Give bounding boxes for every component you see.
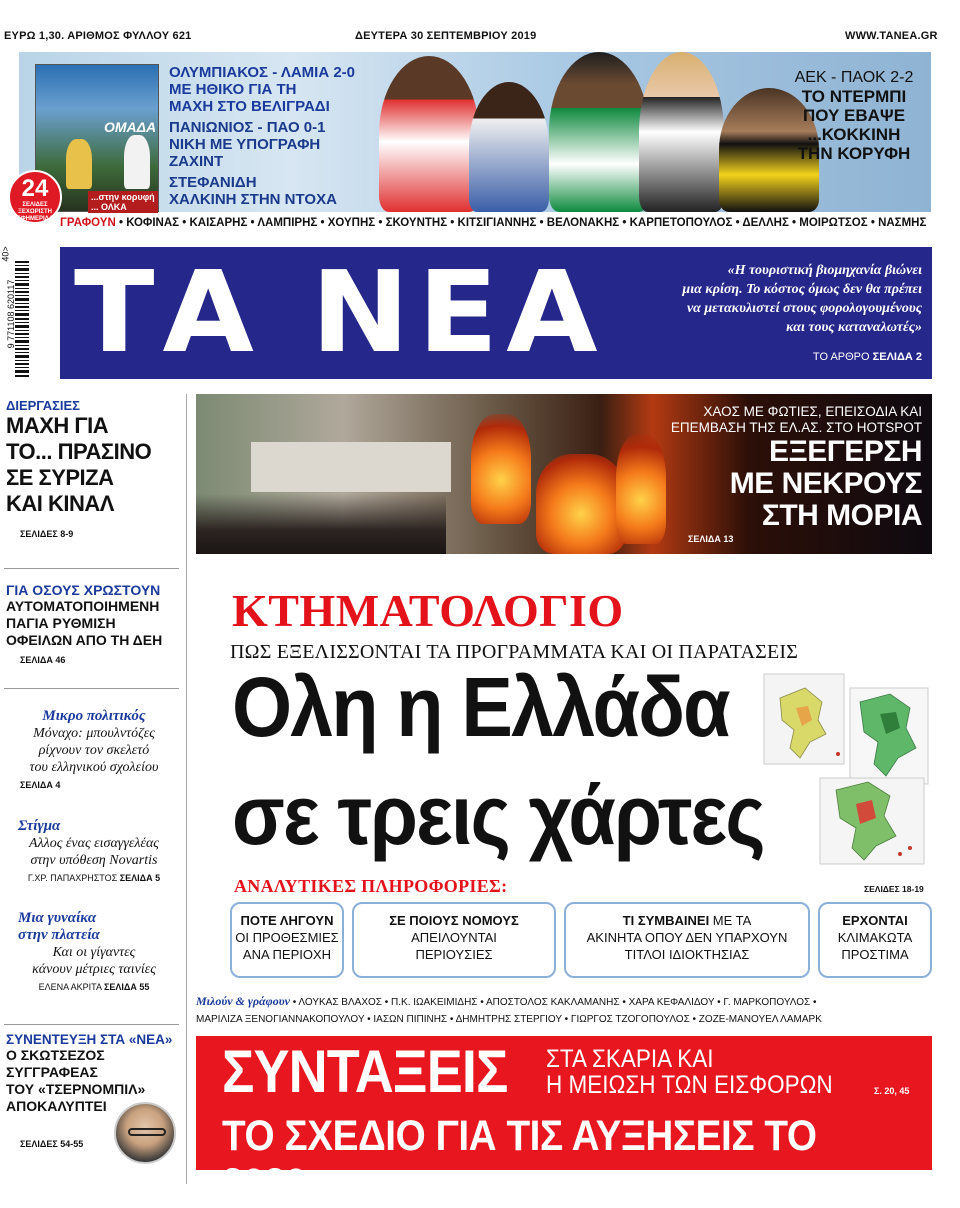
pensions-plan-headline: ΤΟ ΣΧΕΔΙΟ ΓΙΑ ΤΙΣ ΑΥΞΗΣΕΙΣ ΤΟ 2020 — [222, 1112, 817, 1208]
athlete-photo — [469, 82, 549, 212]
pensions-pages-ref: Σ. 20, 45 — [874, 1086, 910, 1096]
sports-headline[interactable]: ΠΑΝΙΩΝΙΟΣ - ΠΑΟ 0-1 ΝΙΚΗ ΜΕ ΥΠΟΓΡΑΦΗ ΖΑΧΙΝΤ — [169, 119, 326, 170]
divider — [4, 568, 179, 569]
main-headline-line-1[interactable]: Ολη η Ελλάδα — [232, 660, 729, 754]
moria-photo-story[interactable] — [196, 394, 932, 554]
olympiakos-player-photo — [379, 56, 479, 212]
barcode-digits: 9 771108 620117 — [6, 279, 16, 349]
sports-right-headline[interactable]: ΑΕΚ - ΠΑΟΚ 2-2 ΤΟ ΝΤΕΡΜΠΙ ΠΟΥ ΕΒΑΨΕ ...ΚΟΚΚΙΝΗ ΤΗΝ ΚΟΡΥΦΗ — [794, 69, 914, 163]
price-issue: ΕΥΡΩ 1,30. ΑΡΙΘΜΟΣ ΦΥΛΛΟΥ 621 — [4, 30, 192, 42]
writers-label: ΓΡΑΦΟΥΝ — [60, 217, 116, 229]
column-mia-gynaika[interactable]: Μια γυναίκα στην πλατεία Και οι γίγαντες κάνουν μέτριες ταινίες ΕΛΕΝΑ ΑΚΡΙΤΑ ΣΕΛΙΔΑ 55 — [18, 910, 156, 992]
panathinaikos-player-photo — [549, 52, 649, 212]
contributors-label: Μιλούν & γράφουν — [196, 994, 290, 1008]
info-box-prefectures[interactable]: ΣΕ ΠΟΙΟΥΣ ΝΟΜΟΥΣ ΑΠΕΙΛΟΥΝΤΑΙ ΠΕΡΙΟΥΣΙΕΣ — [352, 902, 556, 978]
contributors-line-2: ΜΑΡΙΛΙΖΑ ΞΕΝΟΓΙΑΝΝΑΚΟΠΟΥΛΟΥ • ΙΑΣΩΝ ΠΙΠΙΝΗΣ • ΔΗΜΗΤΡΗΣ ΣΤΕΡΓΙΟΥ • ΓΙΩΡΓΟΣ ΤΖΟΓΟΠΟΥΛΟΣ • ΖΟΖΕ-ΜΑΝΟΥΕΛ ΛΑΜΑΡΚ — [196, 1014, 822, 1025]
info-box-deadlines[interactable]: ΠΟΤΕ ΛΗΓΟΥΝ ΟΙ ΠΡΟΘΕΣΜΙΕΣ ΑΝΑ ΠΕΡΙΟΧΗ — [230, 902, 344, 978]
writers-list: • ΚΟΦΙΝΑΣ • ΚΑΙΣΑΡΗΣ • ΛΑΜΠΙΡΗΣ • ΧΟΥΠΗΣ • ΣΚΟΥΝΤΗΣ • ΚΙΤΣΙΓΙΑΝΝΗΣ • ΒΕΛΟΝΑΚΗΣ • ΚΑΡΠΕΤΟΠΟΥΛΟΣ • ΔΕΛΛΗΣ • ΜΟΙΡΩΤΣΟΣ • ΝΑΣΜΗΣ — [118, 217, 927, 229]
glasses-icon — [128, 1128, 166, 1136]
article-reference[interactable]: ΤΟ ΑΡΘΡΟ ΣΕΛΙΔΑ 2 — [812, 351, 922, 363]
main-kicker[interactable]: ΚΤΗΜΑΤΟΛΟΓΙΟ — [232, 585, 624, 636]
crowd-photo — [196, 494, 446, 554]
writers-bar — [60, 217, 940, 235]
moria-headline: ΧΑΟΣ ΜΕ ΦΩΤΙΕΣ, ΕΠΕΙΣΟΔΙΑ ΚΑΙ ΕΠΕΜΒΑΣΗ ΤΗΣ ΕΛ.ΑΣ. ΣΤΟ HOTSPOT ΕΞΕΓΕΡΣΗ ΜΕ ΝΕΚΡΟΥΣ ΣΤΗ ΜΟΡΙΑ — [670, 404, 922, 532]
footballer-photo — [124, 135, 150, 189]
column-divider — [186, 394, 187, 1184]
info-box-fines[interactable]: ΕΡΧΟΝΤΑΙ ΚΛΙΜΑΚΩΤΑ ΠΡΟΣΤΙΜΑ — [818, 902, 932, 978]
left-column — [0, 392, 183, 1200]
column-mikropolitikos[interactable]: Μικρο πολιτικός Μόναχο: μπουλντόζες ρίχνουν τον σκελετό του ελληνικού σχολείου ΣΕΛΙΔΑ 4 — [20, 708, 159, 790]
contributors-line-1: • ΛΟΥΚΑΣ ΒΛΑΧΟΣ • Π.Κ. ΙΩΑΚΕΙΜΙΔΗΣ • ΑΠΟΣΤΟΛΟΣ ΚΑΚΛΑΜΑΝΗΣ • ΧΑΡΑ ΚΕΦΑΛΙΔΟΥ • Γ. ΜΑΡΚΟΠΟΥΛΟΣ • — [292, 997, 817, 1008]
divider — [4, 688, 179, 689]
moria-page-ref: ΣΕΛΙΔΑ 13 — [688, 534, 734, 544]
main-subtitle: ΠΩΣ ΕΞΕΛΙΣΣΟΝΤΑΙ ΤΑ ΠΡΟΓΡΑΜΜΑΤΑ ΚΑΙ ΟΙ ΠΑΡΑΤΑΣΕΙΣ — [230, 641, 799, 663]
sports-left-headlines — [169, 64, 369, 208]
story-diergasies[interactable]: ΔΙΕΡΓΑΣΙΕΣ ΜΑΧΗ ΓΙΑ ΤΟ... ΠΡΑΣΙΝΟ ΣΕ ΣΥΡΙΖΑ ΚΑΙ ΚΙΝΑΛ ΣΕΛΙΔΕΣ 8-9 — [6, 398, 152, 539]
column-stigma[interactable]: Στίγμα Αλλος ένας εισαγγελέας στην υπόθεση Novartis Γ.ΧΡ. ΠΑΠΑΧΡΗΣΤΟΣ ΣΕΛΙΔΑ 5 — [18, 818, 161, 883]
story-dei[interactable]: ΓΙΑ ΟΣΟΥΣ ΧΡΩΣΤΟΥΝ ΑΥΤΟΜΑΤΟΠΟΙΗΜΕΝΗ ΠΑΓΙΑ ΡΥΘΜΙΣΗ ΟΦΕΙΛΩΝ ΑΠΟ ΤΗ ΔΕΗ ΣΕΛΙΔΑ 46 — [6, 582, 163, 665]
fire-photo — [471, 414, 531, 524]
issue-date: ΔΕΥΤΕΡΑ 30 ΣΕΠΤΕΜΒΡΙΟΥ 2019 — [355, 30, 537, 42]
top-strip — [0, 0, 960, 52]
pensions-sub-1: ΣΤΑ ΣΚΑΡΙΑ ΚΑΙ — [546, 1045, 714, 1073]
newspaper-logo[interactable]: ΤΑ ΝΕΑ — [74, 246, 606, 378]
detailed-info-label: ΑΝΑΛΥΤΙΚΕΣ ΠΛΗΡΟΦΟΡΙΕΣ: — [234, 876, 508, 896]
pensions-story[interactable] — [196, 1036, 932, 1208]
pensions-headline: ΣΥΝΤΑΞΕΙΣ — [222, 1038, 508, 1105]
editorial-quote[interactable]: «Η τουριστική βιομηχανία βιώνει μια κρίση. Το κόστος όμως δεν θα πρέπει να μετακυλιστεί στους φορολογουμένους και τους καταναλωτές» — [682, 263, 922, 335]
barcode-code: 40> — [0, 246, 11, 262]
sports-banner[interactable] — [19, 52, 931, 212]
masthead — [60, 247, 932, 379]
story-interview[interactable]: ΣΥΝΕΝΤΕΥΞΗ ΣΤΑ «ΝΕΑ» Ο ΣΚΩΤΣΕΖΟΣ ΣΥΓΓΡΑΦΕΑΣ ΤΟΥ «ΤΣΕΡΝΟΜΠΙΛ» ΑΠΟΚΑΛΥΠΤΕΙ ΣΕΛΙΔΕΣ 54-55 — [6, 1032, 173, 1149]
info-box-properties[interactable]: ΤΙ ΣΥΜΒΑΙΝΕΙ ΜΕ ΤΑ ΑΚΙΝΗΤΑ ΟΠΟΥ ΔΕΝ ΥΠΑΡΧΟΥΝ ΤΙΤΛΟΙ ΙΔΙΟΚΤΗΣΙΑΣ — [564, 902, 810, 978]
fire-photo — [536, 454, 626, 554]
contributors-bar — [196, 993, 932, 1028]
barcode — [0, 246, 29, 387]
sports-headline[interactable]: ΣΤΕΦΑΝΙΔΗ ΧΑΛΚΙΝΗ ΣΤΗΝ ΝΤΟΧΑ — [169, 174, 337, 208]
divider — [4, 1024, 179, 1025]
omada-insert-title: ΟΜΑΔΑ — [104, 119, 157, 135]
greece-maps-graphic[interactable] — [760, 668, 932, 868]
website-link[interactable]: WWW.TANEA.GR — [845, 30, 938, 42]
author-portrait — [114, 1102, 176, 1164]
supplement-24-pages-badge[interactable]: 24 ΣΕΛΙΔΕΣ ΞΕΧΩΡΙΣΤΗ ΕΦΗΜΕΡΙΔΑ — [8, 170, 62, 224]
sports-headline[interactable]: ΟΛΥΜΠΙΑΚΟΣ - ΛΑΜΙΑ 2-0 ΜΕ ΗΘΙΚΟ ΓΙΑ ΤΗ ΜΑΧΗ ΣΤΟ ΒΕΛΙΓΡΑΔΙ — [169, 64, 356, 115]
main-pages-ref: ΣΕΛΙΔΕΣ 18-19 — [864, 884, 924, 894]
pensions-sub-2: Η ΜΕΙΩΣΗ ΤΩΝ ΕΙΣΦΟΡΩΝ — [546, 1071, 833, 1099]
omada-insert-caption: ...στην κορυφή ... ΟΛΚΑ — [88, 191, 158, 213]
paok-player-photo — [639, 52, 724, 212]
footballer-photo — [66, 139, 92, 189]
containers-photo — [251, 442, 451, 492]
main-headline-line-2[interactable]: σε τρεις χάρτες — [232, 768, 764, 862]
